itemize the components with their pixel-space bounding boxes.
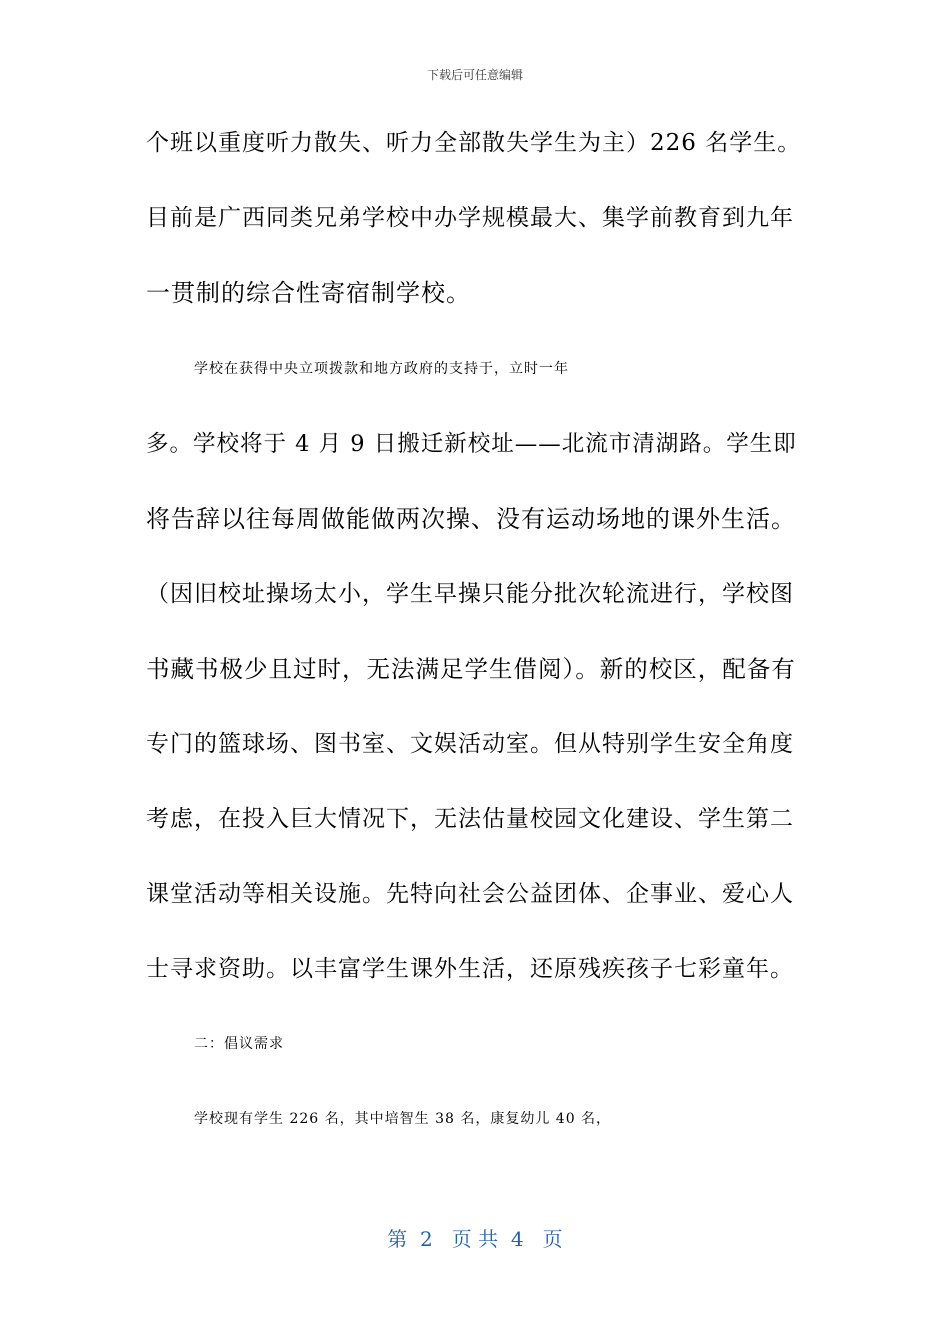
page-header: 下载后可任意编辑 (426, 68, 523, 82)
body-line-4: 学校在获得中央立项拨款和地方政府的支持于，立时一年 (194, 361, 569, 377)
body-line-2: 目前是广西同类兄弟学校中办学规模最大、集学前教育到九年 (146, 205, 794, 231)
body-line-5: 多。学校将于 4 月 9 日搬迁新校址——北流市清湖路。学生即 (146, 431, 797, 457)
body-line-6: 将告辞以往每周做能做两次操、没有运动场地的课外生活。 (146, 505, 796, 533)
body-line-7: （因旧校址操场太小，学生早操只能分批次轮流进行，学校图 (146, 581, 794, 607)
body-line-10: 考虑，在投入巨大情况下，无法估量校园文化建设、学生第二 (146, 806, 794, 832)
body-line-8: 书藏书极少且过时，无法满足学生借阅）。新的校区，配备有 (146, 655, 796, 683)
section-heading: 二：倡议需求 (194, 1036, 284, 1052)
body-line-1: 个班以重度听力散失、听力全部散失学生为主）226 名学生。 (146, 130, 802, 156)
body-line-3: 一贯制的综合性寄宿制学校。 (146, 279, 471, 307)
body-line-14: 学校现有学生 226 名，其中培智生 38 名，康复幼儿 40 名， (194, 1111, 612, 1127)
page-footer: 第 2 页 共 4 页 (387, 1227, 563, 1251)
body-line-11: 课堂活动等相关设施。先特向社会公益团体、企事业、爱心人 (146, 881, 794, 907)
body-line-12: 士寻求资助。以丰富学生课外生活，还原残疾孩子七彩童年。 (146, 956, 794, 982)
body-line-9: 专门的篮球场、图书室、文娱活动室。但从特别学生安全角度 (146, 731, 794, 757)
